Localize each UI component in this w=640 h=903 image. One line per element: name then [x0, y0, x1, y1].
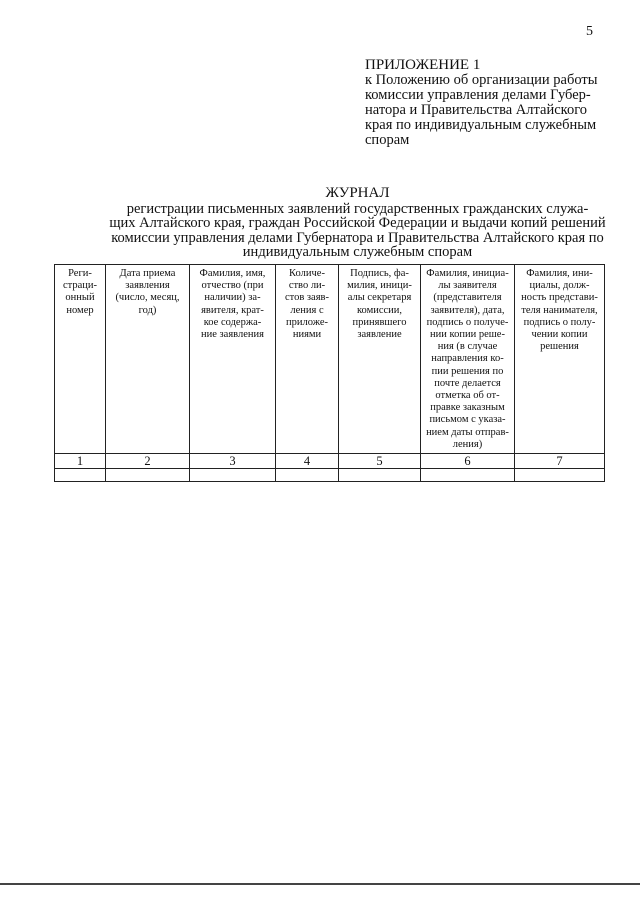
header-cell-line: ниями [292, 329, 322, 341]
header-cell [55, 265, 106, 454]
empty-cell [55, 469, 106, 482]
appendix-block [365, 58, 605, 148]
header-cell-line: стов заяв- [284, 292, 330, 304]
column-number-cell: 2 [106, 454, 190, 469]
journal-heading: ЖУРНАЛ [325, 185, 390, 201]
header-cell-line: ность представи- [521, 292, 598, 304]
column-number-cell: 5 [339, 454, 421, 469]
appendix-line: натора и Правительства Алтайского [365, 102, 588, 118]
header-cell [190, 265, 276, 454]
header-cell-line: онный [65, 292, 95, 304]
header-cell-line: заявителя), дата, [430, 304, 505, 316]
header-cell [339, 265, 421, 454]
header-cell-line: чении копии [531, 329, 588, 341]
header-cell-line: Фамилия, имя, [199, 268, 266, 279]
empty-cell [106, 469, 190, 482]
header-cell [106, 265, 190, 454]
header-cell-line: нием даты отправ- [426, 426, 509, 438]
header-cell-line: ления с [290, 304, 324, 316]
header-cell-line: кое содержа- [203, 316, 262, 328]
header-cell-line: ство ли- [288, 280, 326, 292]
header-cell-line: явителя, крат- [201, 304, 264, 316]
table-number-row [55, 454, 605, 469]
header-cell-line: номер [66, 304, 94, 316]
column-number-cell: 7 [515, 454, 605, 469]
header-cell [276, 265, 339, 454]
header-cell-line: теля нанимателя, [521, 304, 598, 316]
empty-cell [190, 469, 276, 482]
appendix-line: к Положению об организации работы [365, 72, 598, 88]
header-cell-line: циалы, долж- [529, 280, 590, 292]
appendix-title: ПРИЛОЖЕНИЕ 1 [365, 57, 481, 73]
header-cell-line: пии решения по [431, 365, 504, 377]
header-cell-line: письмом с указа- [429, 414, 506, 426]
journal-subtitle-line: щих Алтайского края, граждан Российской Федерации и выдачи копий решений [109, 215, 606, 231]
empty-cell [515, 469, 605, 482]
header-cell-line: наличии) за- [204, 292, 261, 304]
header-cell-line: Реги- [68, 268, 92, 279]
journal-subtitle-line: комиссии управления делами Губернатора и Правительства Алтайского края по [111, 229, 604, 246]
header-cell-line: заявление [357, 329, 402, 341]
header-cell-line: Дата приема [119, 268, 176, 279]
header-cell-line: милия, иници- [347, 280, 412, 292]
header-cell-line: направления ко- [431, 353, 504, 365]
header-cell-line: Фамилия, инициа- [426, 268, 509, 279]
empty-cell [339, 469, 421, 482]
header-cell-line: год) [138, 304, 157, 316]
empty-cell [276, 469, 339, 482]
bottom-rule [0, 883, 640, 885]
header-cell-line: отчество (при [201, 280, 264, 292]
journal-subtitle-line: регистрации письменных заявлений государственных гражданских служа- [126, 200, 589, 217]
header-cell-line: подпись о получе- [426, 316, 509, 328]
header-cell-line: Количе- [289, 268, 325, 279]
header-cell-line: страци- [62, 280, 98, 292]
journal-title-block [95, 186, 620, 260]
header-cell [515, 265, 605, 454]
header-cell-line: правке заказным [430, 402, 505, 414]
header-cell-line: принявшего [352, 316, 407, 328]
header-cell-line: комиссии, [356, 304, 403, 316]
journal-subtitle-line: индивидуальным служебным спорам [242, 244, 473, 260]
header-cell-line: решения [540, 341, 579, 353]
header-cell-line: (число, месяц, [115, 292, 180, 304]
header-cell-line: приложе- [286, 316, 328, 328]
register-table [54, 264, 605, 482]
header-cell-line: ния (в случае [437, 341, 498, 353]
appendix-line: спорам [365, 132, 410, 148]
header-cell [421, 265, 515, 454]
column-number-cell: 6 [421, 454, 515, 469]
header-cell-line: отметка об от- [435, 390, 500, 402]
appendix-line: комиссии управления делами Губер- [365, 87, 591, 103]
header-cell-line: заявления [125, 280, 170, 292]
empty-cell [421, 469, 515, 482]
header-cell-line: Подпись, фа- [350, 268, 409, 279]
header-cell-line: лы заявителя [438, 280, 497, 292]
header-cell-line: Фамилия, ини- [526, 268, 593, 279]
header-cell-line: подпись о полу- [523, 316, 596, 328]
page-number: 5 [586, 24, 593, 39]
appendix-line: края по индивидуальным служебным [365, 117, 597, 133]
header-cell-line: алы секретаря [347, 292, 412, 304]
table-empty-row [55, 469, 605, 482]
header-cell-line: (представителя [433, 292, 502, 304]
column-number-cell: 3 [190, 454, 276, 469]
table-header-row [55, 265, 605, 454]
column-number-cell: 4 [276, 454, 339, 469]
header-cell-line: ние заявления [201, 329, 264, 341]
column-number-cell: 1 [55, 454, 106, 469]
header-cell-line: ления) [452, 438, 483, 450]
header-cell-line: нии копии реше- [430, 329, 505, 341]
header-cell-line: почте делается [434, 377, 501, 389]
